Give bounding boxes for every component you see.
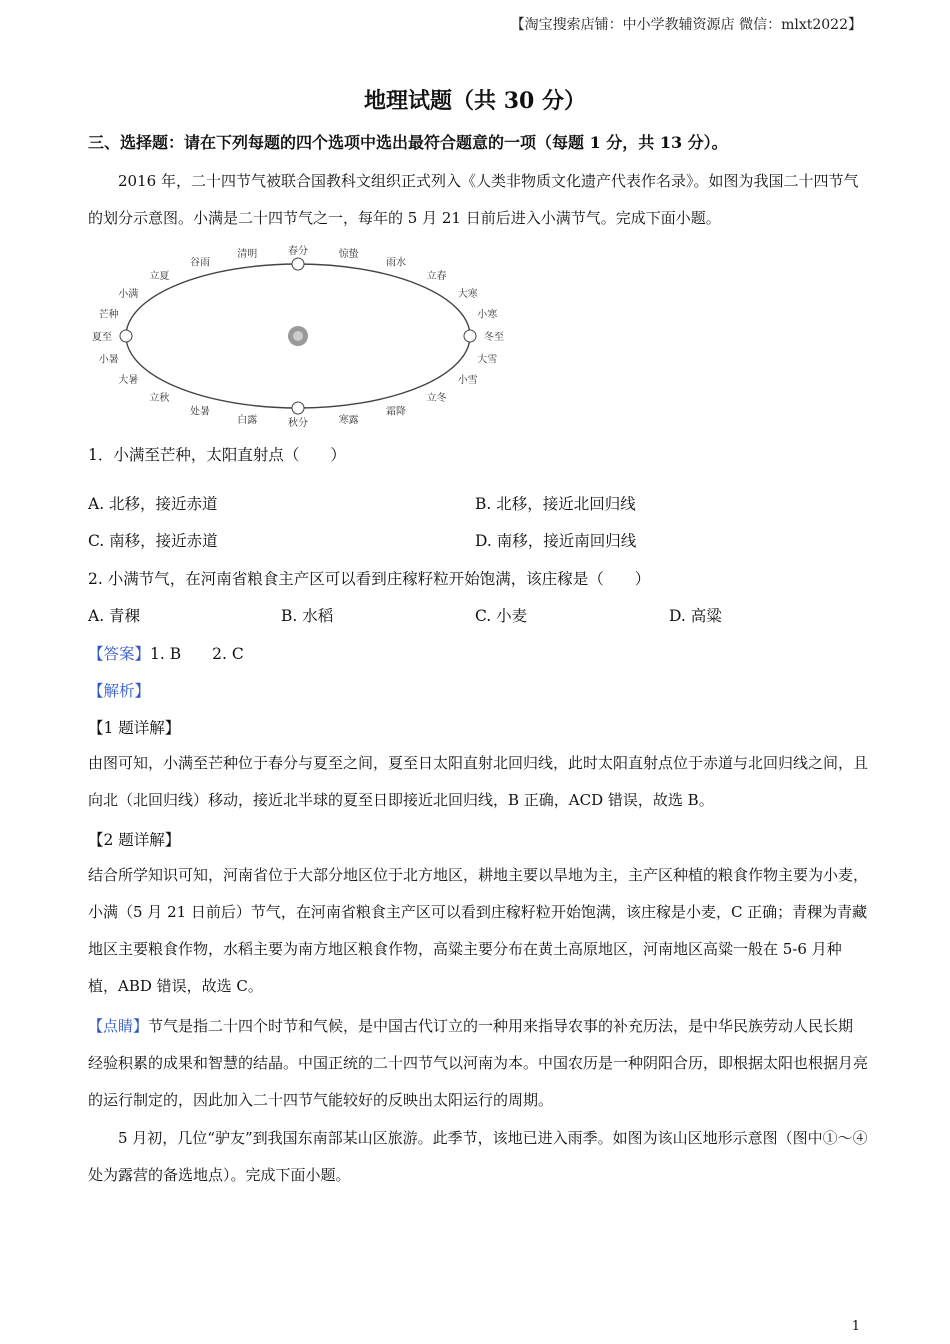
q1-option-d: D. 南移，接近南回归线 <box>475 532 637 550</box>
term-label: 处暑 <box>190 406 210 418</box>
term-label: 小雪 <box>457 375 478 386</box>
intro-paragraph-1: 2016 年，二十四节气被联合国教科文组织正式列入《人类非物质文化遗产代表作名录》。如图为我国二十四节气的划分示意图。小满是二十四节气之一，每年的 5 月 21 日前后进入小满节气。完成下面小题。 <box>88 172 859 227</box>
q2-stem: 2. 小满节气，在河南省粮食主产区可以看到庄稼籽粒开始饱满，该庄稼是（ ） <box>88 570 651 588</box>
q1-stem: 1．小满至芒种，太阳直射点（ ） <box>88 446 346 464</box>
q2-option-c: C. 小麦 <box>475 607 528 625</box>
term-label: 立春 <box>426 271 447 283</box>
detail1-text: 由图可知，小满至芒种位于春分与夏至之间，夏至日太阳直射北回归线，此时太阳直射点位于赤道与北回归线之间，且向北（北回归线）移动，接近北半球的夏至日即接近北回归线，B 正确，ACD 错误，故选 B。 <box>88 754 869 809</box>
detail1-label: 【1 题详解】 <box>88 719 181 737</box>
term-label: 大寒 <box>457 289 478 300</box>
term-label: 霜降 <box>386 406 406 418</box>
answer-label: 【答案】 <box>88 645 151 663</box>
tip-paragraph <box>88 1008 868 1119</box>
term-label: 夏至 <box>92 332 112 343</box>
term-label: 立夏 <box>149 271 170 283</box>
q1-option-b: B. 北移，接近北回归线 <box>475 495 636 513</box>
term-label: 立冬 <box>426 392 447 404</box>
solar-terms-diagram <box>88 240 508 435</box>
term-label: 芒种 <box>98 309 119 321</box>
analysis-label: 【解析】 <box>88 682 151 700</box>
answer-line <box>88 642 244 664</box>
term-label: 寒露 <box>338 415 359 427</box>
term-label: 小寒 <box>477 309 498 321</box>
term-label: 谷雨 <box>190 257 210 269</box>
header-note: 【淘宝搜索店铺：中小学教辅资源店 微信：mlxt2022】 <box>510 17 862 33</box>
term-label: 雨水 <box>386 257 406 269</box>
term-label: 大雪 <box>477 354 498 366</box>
term-label: 白露 <box>237 415 258 427</box>
earth-icon-spring <box>292 258 304 270</box>
page-number: 1 <box>851 1319 860 1334</box>
term-label: 惊蛰 <box>338 248 359 260</box>
q2-option-a: A. 青稞 <box>88 607 141 625</box>
detail2-text: 结合所学知识可知，河南省位于大部分地区位于北方地区，耕地主要以旱地为主，主产区种植的粮食作物主要为小麦，小满（5 月 21 日前后）节气，在河南省粮食主产区可以看到庄稼籽粒开始饱满，该庄稼是小麦，C 正确；青稞为青藏地区主要粮食作物，水稻主要为南方地区粮食作物，高粱主要分布在黄土高原地区，河南地区高粱一般在 5-6 月种植，ABD 错误，故选 C。 <box>88 866 869 995</box>
q1-option-a: A. 北移，接近赤道 <box>88 495 218 513</box>
tip-label: 【点睛】 <box>88 1017 149 1035</box>
term-label: 立秋 <box>149 392 170 404</box>
term-label: 清明 <box>237 248 258 260</box>
q2-option-d: D. 高粱 <box>669 607 722 625</box>
term-label: 春分 <box>288 246 308 257</box>
earth-icon-autumn <box>292 402 304 414</box>
term-label: 秋分 <box>288 418 308 429</box>
answer-text: 1. B 2. C <box>150 645 244 663</box>
sun-core <box>293 331 303 341</box>
q1-option-c: C. 南移，接近赤道 <box>88 532 218 550</box>
earth-icon-winter <box>464 330 476 342</box>
section-heading: 三、选择题：请在下列每题的四个选项中选出最符合题意的一项（每题 1 分，共 13 分）。 <box>88 133 728 152</box>
term-label: 冬至 <box>484 332 504 343</box>
detail2-label: 【2 题详解】 <box>88 831 181 849</box>
page-title: 地理试题（共 30 分） <box>364 88 586 114</box>
term-label: 大暑 <box>118 375 139 386</box>
tip-text: 节气是指二十四个时节和气候，是中国古代订立的一种用来指导农事的补充历法，是中华民族劳动人民长期经验积累的成果和智慧的结晶。中国正统的二十四节气以河南为本。中国农历是一种阴阳合历，即根据太阳也根据月亮的运行制定的，因此加入二十四节气能较好的反映出太阳运行的周期。 <box>88 1017 869 1109</box>
term-label: 小满 <box>118 289 139 300</box>
intro-paragraph-2: 5 月初，几位“驴友”到我国东南部某山区旅游。此季节，该地已进入雨季。如图为该山区地形示意图（图中①～④处为露营的备选地点）。完成下面小题。 <box>88 1129 868 1184</box>
earth-icon-summer <box>120 330 132 342</box>
term-label: 小暑 <box>98 354 119 366</box>
q2-option-b: B. 水稻 <box>281 607 334 625</box>
